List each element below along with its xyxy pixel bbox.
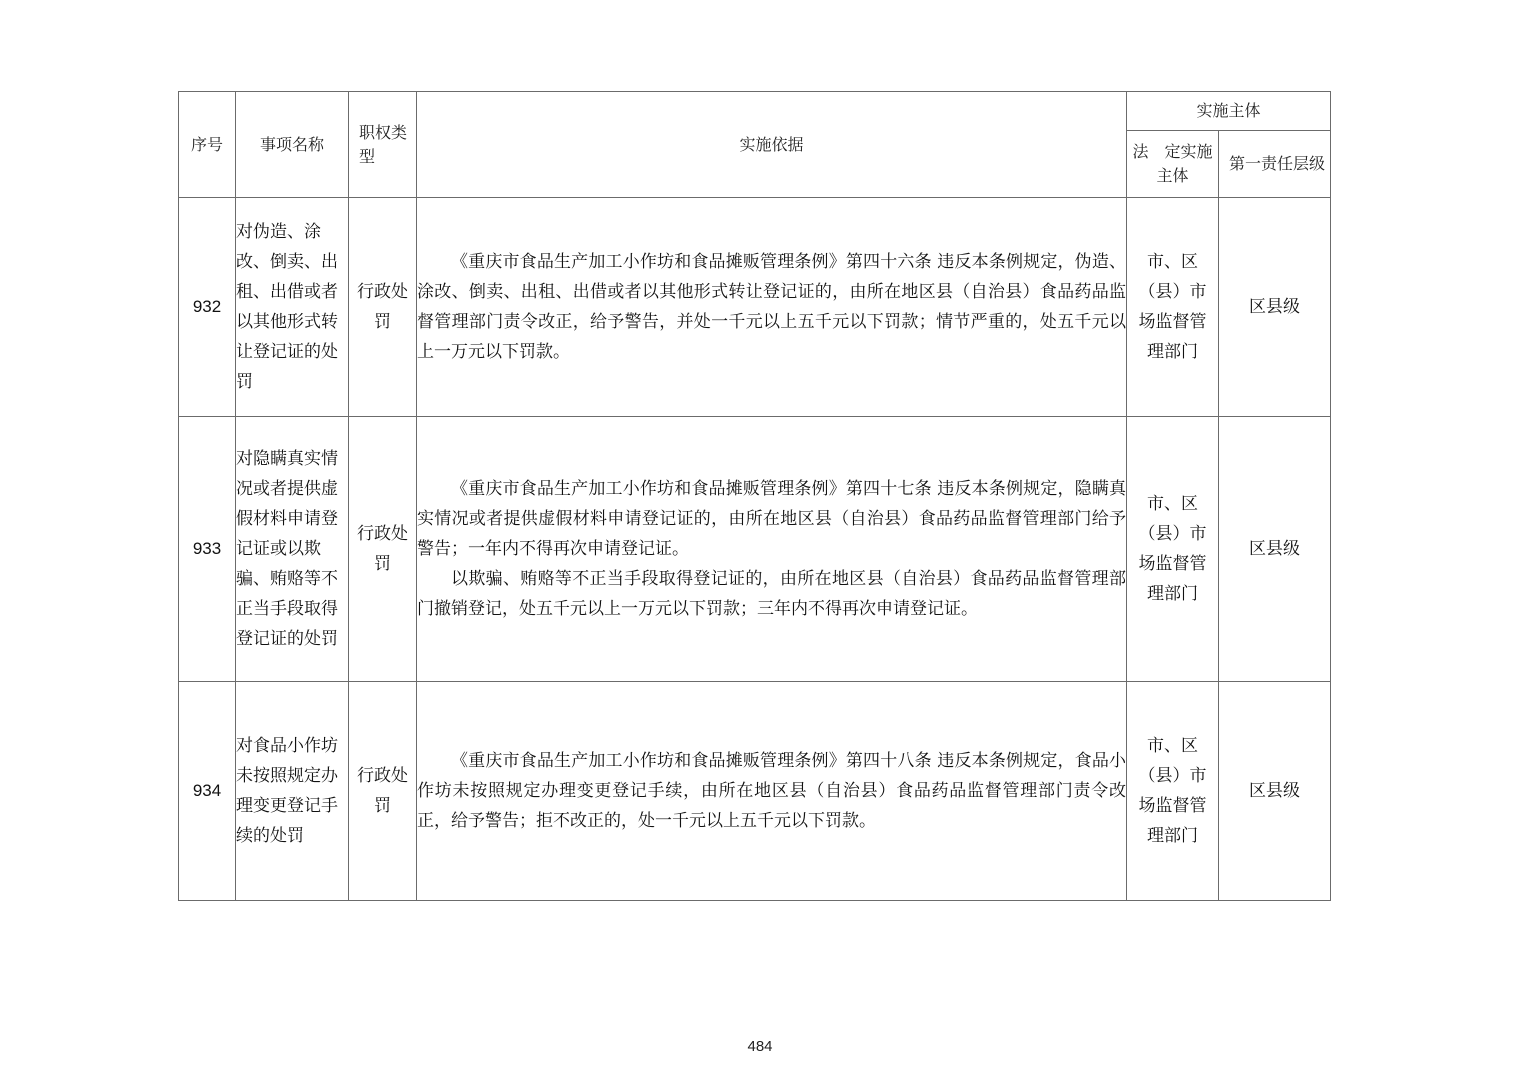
basis-paragraph: 以欺骗、贿赂等不正当手段取得登记证的，由所在地区县（自治县）食品药品监督管理部门撤销登记，处五千元以上一万元以下罚款；三年内不得再次申请登记证。: [417, 569, 1126, 619]
row-item-name: 对隐瞒真实情况或者提供虚假材料申请登记证或以欺骗、贿赂等不正当手段取得登记证的处罚: [236, 417, 349, 682]
row-legal-subject: 市、区（县）市场监督管理部门: [1127, 682, 1219, 901]
row-item-name: 对食品小作坊未按照规定办理变更登记手续的处罚: [236, 682, 349, 901]
header-subject-group: 实施主体: [1127, 92, 1331, 131]
row-first-level: 区县级: [1219, 198, 1331, 417]
table-row: [179, 417, 1331, 682]
row-power-type: 行政处罚: [349, 682, 417, 901]
basis-paragraph: 《重庆市食品生产加工小作坊和食品摊贩管理条例》第四十八条 违反本条例规定，食品小作坊未按照规定办理变更登记手续，由所在地区县（自治县）食品药品监督管理部门责令改正，给予警告；拒不改正的，处一千元以上五千元以下罚款。: [417, 751, 1126, 831]
row-basis: [417, 198, 1127, 417]
header-legal-subject: 法 定实施主体: [1127, 131, 1219, 198]
header-basis: 实施依据: [417, 92, 1127, 198]
header-seq: 序号: [179, 92, 236, 198]
table-row: [179, 682, 1331, 901]
basis-paragraph: 《重庆市食品生产加工小作坊和食品摊贩管理条例》第四十六条 违反本条例规定，伪造、涂改、倒卖、出租、出借或者以其他形式转让登记证的，由所在地区县（自治县）食品药品监督管理部门责令改正，给予警告，并处一千元以上五千元以下罚款；情节严重的，处五千元以上一万元以下罚款。: [417, 252, 1126, 362]
row-seq: 932: [179, 198, 236, 417]
row-item-name: 对伪造、涂改、倒卖、出租、出借或者以其他形式转让登记证的处罚: [236, 198, 349, 417]
row-basis: [417, 682, 1127, 901]
enforcement-table: [178, 91, 1331, 901]
row-power-type: 行政处罚: [349, 417, 417, 682]
row-first-level: 区县级: [1219, 682, 1331, 901]
table-body: [179, 198, 1331, 901]
basis-paragraph: 《重庆市食品生产加工小作坊和食品摊贩管理条例》第四十七条 违反本条例规定，隐瞒真实情况或者提供虚假材料申请登记证的，由所在地区县（自治县）食品药品监督管理部门给予警告；一年内不得再次申请登记证。: [417, 479, 1126, 559]
header-first-level: 第一责任层级: [1219, 131, 1331, 198]
row-legal-subject: 市、区（县）市场监督管理部门: [1127, 198, 1219, 417]
row-basis: [417, 417, 1127, 682]
row-seq: 934: [179, 682, 236, 901]
header-type: 职权类型: [349, 92, 417, 198]
table-row: [179, 198, 1331, 417]
header-name: 事项名称: [236, 92, 349, 198]
row-seq: 933: [179, 417, 236, 682]
row-first-level: 区县级: [1219, 417, 1331, 682]
row-power-type: 行政处罚: [349, 198, 417, 417]
row-legal-subject: 市、区（县）市场监督管理部门: [1127, 417, 1219, 682]
page-number: 484: [747, 1038, 773, 1055]
